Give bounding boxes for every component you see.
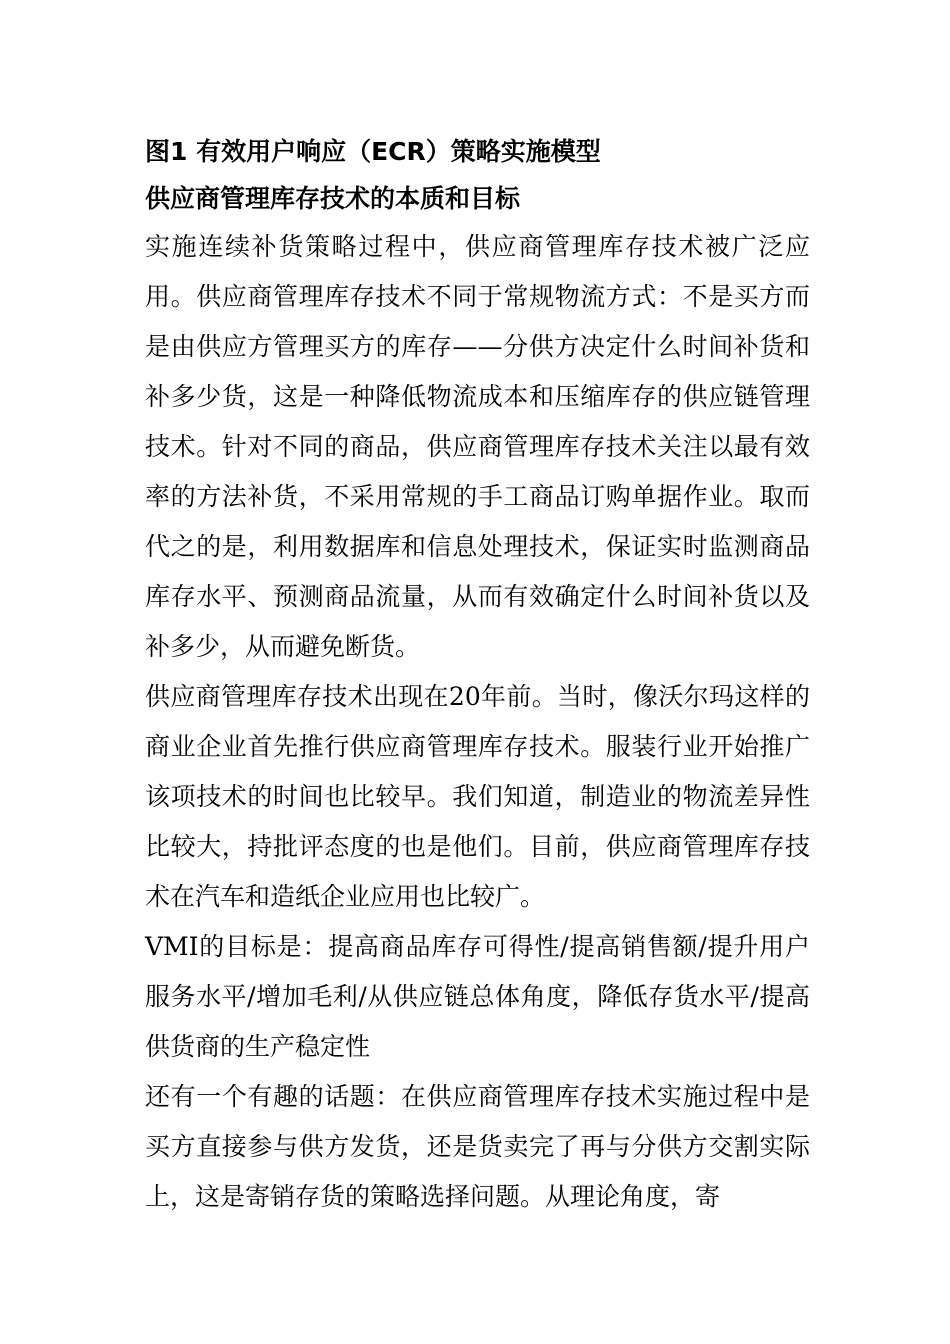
paragraph-consignment: 还有一个有趣的话题：在供应商管理库存技术实施过程中是买方直接参与供方发货，还是货卖完了再与分供方交割实际上，这是寄销存货的策略选择问题。从理论角度，寄	[145, 1082, 810, 1211]
section-heading: 供应商管理库存技术的本质和目标	[145, 184, 521, 213]
paragraph-replenishment: 实施连续补货策略过程中，供应商管理库存技术被广泛应用。供应商管理库存技术不同于常规物流方式：不是买方而是由供应方管理买方的库存——分供方决定什么时间补货和补多少货，这是一种降低物流成本和压缩库存的供应链管理技术。针对不同的商品，供应商管理库存技术关注以最有效率的方法补货，不采用常规的手工商品订购单据作业。取而代之的是，利用数据库和信息处理技术，保证实时监测商品库存水平、预测商品流量，从而有效确定什么时间补货以及补多少，从而避免断货。	[145, 232, 810, 661]
paragraph-history: 供应商管理库存技术出现在20年前。当时，像沃尔玛这样的商业企业首先推行供应商管理库存技术。服装行业开始推广该项技术的时间也比较早。我们知道，制造业的物流差异性比较大，持批评态度的也是他们。目前，供应商管理库存技术在汽车和造纸企业应用也比较广。	[145, 682, 810, 911]
paragraph-vmi-goals: VMI的目标是：提高商品库存可得性/提高销售额/提升用户服务水平/增加毛利/从供应链总体角度，降低存货水平/提高供货商的生产稳定性	[145, 932, 810, 1061]
figure-caption: 图1 有效用户响应（ECR）策略实施模型	[145, 137, 601, 166]
document-page	[145, 128, 810, 1222]
